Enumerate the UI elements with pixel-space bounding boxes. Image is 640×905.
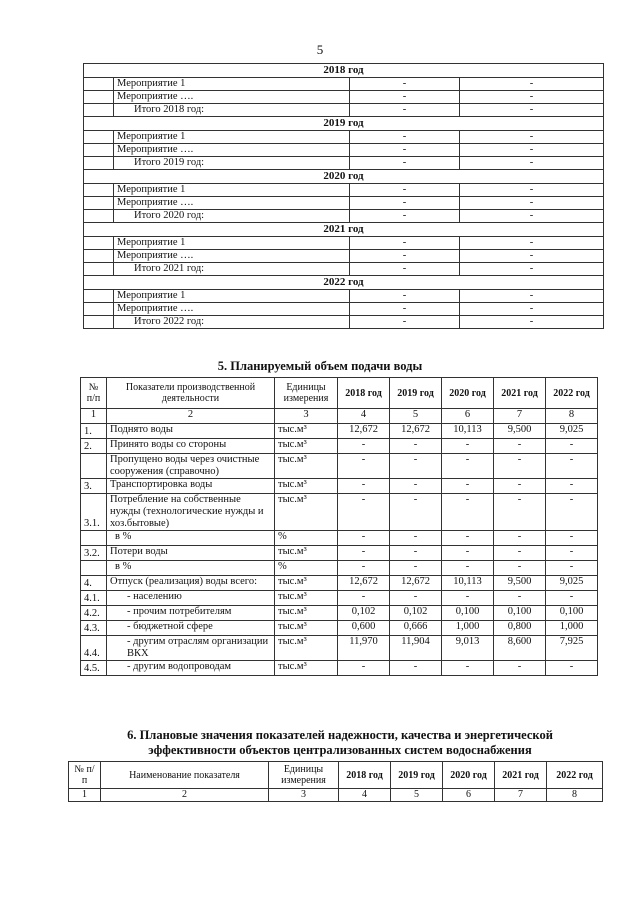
section5-title: 5. Планируемый объем подачи воды [217, 359, 423, 373]
indicator-name: - бюджетной сфере [107, 621, 275, 636]
value-cell: - [390, 661, 442, 676]
value-cell: - [546, 531, 598, 546]
header-row [81, 378, 598, 409]
value-cell: - [494, 561, 546, 576]
value-cell: 12,672 [390, 576, 442, 591]
row-number [81, 454, 107, 479]
column-number: 6 [442, 409, 494, 424]
indent-cell [84, 237, 114, 250]
unit-cell: тыс.м³ [275, 494, 338, 531]
value-cell: - [350, 104, 460, 117]
value-cell: - [338, 591, 390, 606]
column-header: 2021 год [494, 378, 546, 409]
value-cell: - [494, 479, 546, 494]
column-number: 1 [69, 789, 101, 802]
indicator-name: Пропущено воды через очистные сооружения (справочно) [107, 454, 275, 479]
table-row [84, 303, 604, 316]
table-row [84, 157, 604, 170]
value-cell: - [546, 479, 598, 494]
column-header: Единицы измерения [269, 762, 339, 789]
value-cell: 7,925 [546, 636, 598, 661]
value-cell: - [546, 494, 598, 531]
indent-cell [84, 91, 114, 104]
indicator-name: Потребление на собственные нужды (технологические нужды и хоз.бытовые) [107, 494, 275, 531]
column-number: 3 [275, 409, 338, 424]
indent-cell [84, 197, 114, 210]
row-number [81, 561, 107, 576]
unit-cell: тыс.м³ [275, 439, 338, 454]
measure-name: Мероприятие …. [114, 91, 350, 104]
column-number: 4 [338, 409, 390, 424]
value-cell: - [350, 197, 460, 210]
unit-cell: тыс.м³ [275, 546, 338, 561]
measure-name: Мероприятие …. [114, 250, 350, 263]
value-cell: - [350, 78, 460, 91]
value-cell: - [338, 561, 390, 576]
measure-name: Мероприятие …. [114, 303, 350, 316]
table-row [84, 197, 604, 210]
measure-name: Итого 2020 год: [114, 210, 350, 223]
value-cell: 0,102 [390, 606, 442, 621]
row-number: 4. [81, 576, 107, 591]
row-number: 4.5. [81, 661, 107, 676]
value-cell: 0,100 [546, 606, 598, 621]
unit-cell: тыс.м³ [275, 454, 338, 479]
measure-name: Мероприятие 1 [114, 131, 350, 144]
header-row [69, 762, 603, 789]
value-cell: - [350, 303, 460, 316]
column-number: 3 [269, 789, 339, 802]
indent-cell [84, 263, 114, 276]
value-cell: - [546, 661, 598, 676]
measure-name: Итого 2022 год: [114, 316, 350, 329]
value-cell: - [350, 263, 460, 276]
value-cell: - [494, 546, 546, 561]
indent-cell [84, 316, 114, 329]
year-heading: 2019 год [84, 117, 604, 131]
page-number: 5 [316, 42, 324, 57]
table-row [84, 250, 604, 263]
value-cell: - [460, 78, 604, 91]
indicator-name: - населению [107, 591, 275, 606]
value-cell: 9,025 [546, 424, 598, 439]
value-cell: 10,113 [442, 576, 494, 591]
row-number: 3.1. [81, 494, 107, 531]
unit-cell: % [275, 531, 338, 546]
value-cell: 9,500 [494, 576, 546, 591]
unit-cell: тыс.м³ [275, 424, 338, 439]
unit-cell: тыс.м³ [275, 606, 338, 621]
value-cell: - [350, 184, 460, 197]
table-row [84, 210, 604, 223]
measure-name: Итого 2018 год: [114, 104, 350, 117]
row-number: 1. [81, 424, 107, 439]
indicator-name: в % [107, 561, 275, 576]
indent-cell [84, 210, 114, 223]
measure-name: Мероприятие 1 [114, 78, 350, 91]
column-number: 5 [390, 409, 442, 424]
value-cell: - [338, 439, 390, 454]
indicator-name: в % [107, 531, 275, 546]
indent-cell [84, 144, 114, 157]
value-cell: - [494, 494, 546, 531]
indent-cell [84, 303, 114, 316]
measure-name: Итого 2019 год: [114, 157, 350, 170]
value-cell: 0,600 [338, 621, 390, 636]
value-cell: 0,800 [494, 621, 546, 636]
row-number: 4.2. [81, 606, 107, 621]
table-row [84, 237, 604, 250]
unit-cell: % [275, 561, 338, 576]
unit-cell: тыс.м³ [275, 479, 338, 494]
value-cell: 12,672 [338, 576, 390, 591]
row-number: 3.2. [81, 546, 107, 561]
value-cell: 1,000 [546, 621, 598, 636]
value-cell: 0,666 [390, 621, 442, 636]
value-cell: - [494, 591, 546, 606]
value-cell: - [442, 591, 494, 606]
table-row [81, 454, 598, 479]
value-cell: - [390, 479, 442, 494]
column-number-row [69, 789, 603, 802]
value-cell: - [338, 479, 390, 494]
value-cell: - [546, 439, 598, 454]
table-row [84, 78, 604, 91]
measure-name: Мероприятие 1 [114, 237, 350, 250]
table-row [81, 479, 598, 494]
value-cell: 11,970 [338, 636, 390, 661]
table-row [81, 531, 598, 546]
column-header: 2019 год [390, 378, 442, 409]
value-cell: - [338, 494, 390, 531]
value-cell: 11,904 [390, 636, 442, 661]
value-cell: 0,100 [442, 606, 494, 621]
row-number: 4.4. [81, 636, 107, 661]
year-header-row [84, 223, 604, 237]
column-number: 2 [107, 409, 275, 424]
table-row [81, 621, 598, 636]
indent-cell [84, 250, 114, 263]
value-cell: - [338, 661, 390, 676]
column-header: № п/п [81, 378, 107, 409]
value-cell: - [350, 144, 460, 157]
row-number: 2. [81, 439, 107, 454]
value-cell: - [390, 494, 442, 531]
year-heading: 2020 год [84, 170, 604, 184]
indicator-name: Поднято воды [107, 424, 275, 439]
value-cell: - [460, 263, 604, 276]
value-cell: - [460, 210, 604, 223]
value-cell: - [442, 561, 494, 576]
unit-cell: тыс.м³ [275, 661, 338, 676]
indent-cell [84, 157, 114, 170]
value-cell: - [460, 250, 604, 263]
table-row [84, 144, 604, 157]
unit-cell: тыс.м³ [275, 621, 338, 636]
row-number: 4.1. [81, 591, 107, 606]
value-cell: - [390, 591, 442, 606]
value-cell: 1,000 [442, 621, 494, 636]
unit-cell: тыс.м³ [275, 591, 338, 606]
value-cell: - [390, 454, 442, 479]
indicator-name: - прочим потребителям [107, 606, 275, 621]
section6-title-text: 6. Плановые значения показателей надежности, качества и энергетической эффективности объектов централизованных систем водоснабжения [127, 728, 553, 757]
section6-title [120, 728, 560, 758]
value-cell: 9,013 [442, 636, 494, 661]
value-cell: - [390, 439, 442, 454]
value-cell: - [390, 546, 442, 561]
row-number: 3. [81, 479, 107, 494]
measure-name: Мероприятие 1 [114, 290, 350, 303]
value-cell: - [494, 454, 546, 479]
value-cell: - [350, 316, 460, 329]
value-cell: - [546, 561, 598, 576]
indent-cell [84, 78, 114, 91]
column-header: 2021 год [495, 762, 547, 789]
measure-name: Мероприятие …. [114, 197, 350, 210]
indent-cell [84, 290, 114, 303]
value-cell: - [338, 454, 390, 479]
value-cell: 12,672 [390, 424, 442, 439]
unit-cell: тыс.м³ [275, 576, 338, 591]
value-cell: - [460, 157, 604, 170]
table-row [84, 290, 604, 303]
value-cell: - [460, 290, 604, 303]
table-row [84, 316, 604, 329]
table-row [81, 591, 598, 606]
value-cell: 12,672 [338, 424, 390, 439]
value-cell: - [546, 591, 598, 606]
column-number: 4 [339, 789, 391, 802]
value-cell: - [460, 197, 604, 210]
value-cell: - [350, 210, 460, 223]
measure-name: Мероприятие …. [114, 144, 350, 157]
table-row [81, 424, 598, 439]
indicator-name: Потери воды [107, 546, 275, 561]
table-row [81, 606, 598, 621]
value-cell: - [546, 454, 598, 479]
column-header: 2020 год [442, 378, 494, 409]
column-header: № п/п [69, 762, 101, 789]
table-row [84, 91, 604, 104]
indicator-name: Принято воды со стороны [107, 439, 275, 454]
column-number: 8 [546, 409, 598, 424]
value-cell: - [442, 661, 494, 676]
indicator-name: - другим водопроводам [107, 661, 275, 676]
value-cell: 10,113 [442, 424, 494, 439]
value-cell: - [494, 661, 546, 676]
value-cell: - [338, 531, 390, 546]
value-cell: - [350, 131, 460, 144]
column-number: 6 [443, 789, 495, 802]
value-cell: - [460, 104, 604, 117]
measures-table [83, 63, 604, 329]
year-heading: 2018 год [84, 64, 604, 78]
value-cell: - [460, 131, 604, 144]
year-header-row [84, 64, 604, 78]
value-cell: - [442, 479, 494, 494]
indicators-table [68, 761, 603, 802]
column-header: 2019 год [391, 762, 443, 789]
indent-cell [84, 104, 114, 117]
value-cell: - [494, 531, 546, 546]
table-row [81, 561, 598, 576]
table-row [84, 263, 604, 276]
value-cell: - [350, 91, 460, 104]
year-header-row [84, 170, 604, 184]
table-row [84, 131, 604, 144]
indicator-name: Транспортировка воды [107, 479, 275, 494]
table-row [81, 494, 598, 531]
value-cell: - [442, 494, 494, 531]
unit-cell: тыс.м³ [275, 636, 338, 661]
value-cell: 0,100 [494, 606, 546, 621]
year-header-row [84, 117, 604, 131]
column-number: 2 [101, 789, 269, 802]
value-cell: - [350, 157, 460, 170]
value-cell: - [350, 237, 460, 250]
row-number [81, 531, 107, 546]
column-number: 7 [494, 409, 546, 424]
value-cell: - [460, 316, 604, 329]
value-cell: - [350, 250, 460, 263]
table-row [81, 546, 598, 561]
column-header: 2022 год [546, 378, 598, 409]
value-cell: - [442, 439, 494, 454]
indent-cell [84, 184, 114, 197]
table-row [81, 576, 598, 591]
column-header: 2020 год [443, 762, 495, 789]
column-header: Показатели производственной деятельности [107, 378, 275, 409]
value-cell: - [338, 546, 390, 561]
value-cell: 9,025 [546, 576, 598, 591]
column-number: 5 [391, 789, 443, 802]
water-supply-table [80, 377, 598, 676]
indent-cell [84, 131, 114, 144]
year-header-row [84, 276, 604, 290]
year-heading: 2021 год [84, 223, 604, 237]
measure-name: Мероприятие 1 [114, 184, 350, 197]
value-cell: 0,102 [338, 606, 390, 621]
column-header: Наименование показателя [101, 762, 269, 789]
value-cell: - [546, 546, 598, 561]
value-cell: - [494, 439, 546, 454]
value-cell: - [390, 531, 442, 546]
year-heading: 2022 год [84, 276, 604, 290]
indicator-name: - другим отраслям организации ВКХ [107, 636, 275, 661]
value-cell: - [460, 91, 604, 104]
table-row [84, 184, 604, 197]
value-cell: 8,600 [494, 636, 546, 661]
column-number: 1 [81, 409, 107, 424]
table-row [84, 104, 604, 117]
value-cell: - [460, 184, 604, 197]
column-number-row [81, 409, 598, 424]
column-header: Единицы измерения [275, 378, 338, 409]
measure-name: Итого 2021 год: [114, 263, 350, 276]
value-cell: 9,500 [494, 424, 546, 439]
indicator-name: Отпуск (реализация) воды всего: [107, 576, 275, 591]
value-cell: - [460, 303, 604, 316]
value-cell: - [442, 546, 494, 561]
value-cell: - [442, 531, 494, 546]
table-row [81, 636, 598, 661]
row-number: 4.3. [81, 621, 107, 636]
table-row [81, 661, 598, 676]
table-row [81, 439, 598, 454]
column-number: 7 [495, 789, 547, 802]
value-cell: - [350, 290, 460, 303]
column-header: 2018 год [339, 762, 391, 789]
value-cell: - [460, 144, 604, 157]
column-header: 2022 год [547, 762, 603, 789]
value-cell: - [460, 237, 604, 250]
value-cell: - [442, 454, 494, 479]
value-cell: - [390, 561, 442, 576]
column-header: 2018 год [338, 378, 390, 409]
column-number: 8 [547, 789, 603, 802]
